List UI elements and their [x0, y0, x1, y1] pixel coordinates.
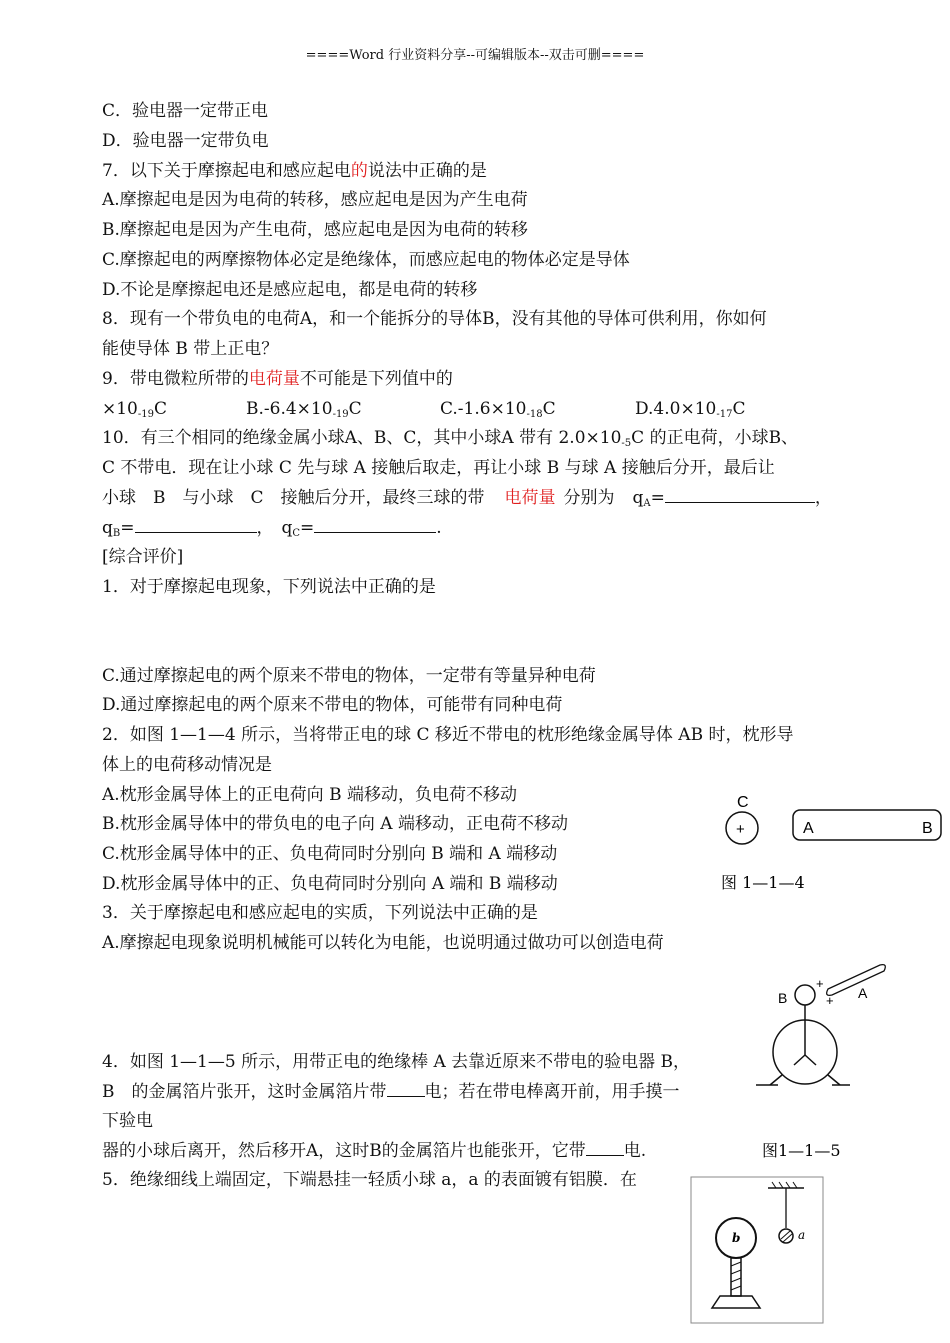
- qb-answer-blank[interactable]: [135, 518, 257, 533]
- question-7: [102, 161, 487, 181]
- q9-option-c: C.-1.6×10-18C: [440, 399, 556, 420]
- q9-text-b: 不可能是下列值中的: [299, 369, 453, 389]
- q4-answer-blank-2[interactable]: [586, 1141, 624, 1156]
- electroscope-leg-left: [770, 1075, 782, 1085]
- qc-label: qC=: [281, 518, 315, 539]
- foil-right: [805, 1055, 816, 1065]
- pillow-conductor-ab: [793, 810, 941, 840]
- electroscope-ball: [795, 985, 815, 1005]
- comprehensive-q4-line-2: B 的金属箔片张开，这时金属箔片带 电；若在带电棒离开前，用手摸一: [102, 1082, 680, 1102]
- qb-label: qB=: [102, 518, 135, 539]
- question-9: [102, 369, 453, 389]
- question-10-line-3: 小球 B 与小球 C 接触后分开，最终三球的带 电荷量 分别为 qA= ，: [102, 488, 832, 509]
- qa-label: qA=: [632, 488, 665, 509]
- figure-1-1-4: [715, 790, 950, 895]
- figure-q5: [690, 1176, 826, 1326]
- q10-highlight: 电荷量: [504, 488, 556, 508]
- fig4-a-label: A: [803, 820, 814, 837]
- c2-option-c: C.枕形金属导体中的正、负电荷同时分别向 B 端和 A 端移动: [102, 844, 558, 864]
- electroscope-leg-right: [828, 1075, 840, 1085]
- c1-option-d: D.通过摩擦起电的两个原来不带电的物体，可能带有同种电荷: [102, 695, 563, 715]
- q7-highlight: 的: [350, 161, 368, 181]
- ceiling-hatch-1: [772, 1182, 776, 1188]
- comprehensive-q1: 1．对于摩擦起电现象，下列说法中正确的是: [102, 577, 436, 597]
- q9-highlight: 电荷量: [248, 369, 300, 389]
- comprehensive-q4-line-3: 下验电: [102, 1111, 153, 1131]
- comprehensive-q2-line-1: 2．如图 1—1—4 所示，当将带正电的球 C 移近不带电的枕形绝缘金属导体 AB 时，枕形导: [102, 725, 794, 745]
- q7-option-b: B.摩擦起电是因为产生电荷，感应起电是因为电荷的转移: [102, 220, 528, 240]
- stand-hatch-1: [731, 1262, 741, 1266]
- insulating-rod-a: [827, 965, 886, 996]
- question-8-line-2: 能使导体 B 带上正电？: [102, 339, 279, 359]
- q9-option-b: B.-6.4×10-19C: [246, 399, 362, 420]
- c2-option-b: B.枕形金属导体中的带负电的电子向 A 端移动，正电荷不移动: [102, 814, 568, 834]
- stand-hatch-4: [731, 1286, 741, 1290]
- fig5-b-label: B: [778, 990, 788, 1006]
- fig4-plus-sign: +: [736, 821, 745, 838]
- option-d-line: D．验电器一定带负电: [102, 131, 269, 151]
- question-10-line-1: 10．有三个相同的绝缘金属小球A、B、C，其中小球A 带有 2.0×10-5C 的正电荷，小球B、: [102, 428, 799, 449]
- fig6-a-label: a: [798, 1228, 806, 1242]
- page-header: ====Word 行业资料分享--可编辑版本--双击可删====: [305, 48, 645, 63]
- ceiling-hatch-3: [786, 1182, 790, 1188]
- q4-answer-blank-1[interactable]: [387, 1082, 425, 1097]
- qc-answer-blank[interactable]: [314, 518, 436, 533]
- stand-hatch-3: [731, 1278, 741, 1282]
- comprehensive-q4-line-1: 4．如图 1—1—5 所示，用带正电的绝缘棒 A 去靠近原来不带电的验电器 B，: [102, 1052, 691, 1072]
- fig4-caption: 图 1—1—4: [721, 873, 805, 892]
- question-10-line-4: qB= ， qC= .: [102, 518, 442, 539]
- q9-option-d: D.4.0×10-17C: [635, 399, 746, 420]
- qa-answer-blank[interactable]: [665, 488, 815, 503]
- q7-text-b: 说法中正确的是: [367, 161, 487, 181]
- stand-base: [712, 1296, 760, 1308]
- comprehensive-q2-line-2: 体上的电荷移动情况是: [102, 755, 272, 775]
- question-10-line-2: C 不带电．现在让小球 C 先与球 A 接触后取走，再让小球 B 与球 A 接触后分开，最后让: [102, 458, 775, 478]
- fig6-b-label: b: [732, 1231, 741, 1245]
- fig5-caption: 图1—1—5: [762, 1141, 841, 1160]
- c2-option-d: D.枕形金属导体中的正、负电荷同时分别向 A 端和 B 端移动: [102, 874, 558, 894]
- comprehensive-q4-line-4: 器的小球后离开，然后移开A，这时B的金属箔片也能张开，它带 电.: [102, 1141, 647, 1161]
- ceiling-hatch-4: [793, 1182, 797, 1188]
- ceiling-hatch-2: [779, 1182, 783, 1188]
- ball-a-hatch-1: [781, 1231, 790, 1239]
- fig6-frame: [691, 1177, 823, 1323]
- c2-option-a: A.枕形金属导体上的正电荷向 B 端移动，负电荷不移动: [102, 785, 517, 805]
- comprehensive-q5: 5．绝缘细线上端固定，下端悬挂一轻质小球 a，a 的表面镀有铝膜．在: [102, 1170, 637, 1190]
- q7-option-d: D.不论是摩擦起电还是感应起电，都是电荷的转移: [102, 280, 478, 300]
- fig4-b-label: B: [922, 820, 933, 837]
- option-c-line: C．验电器一定带正电: [102, 101, 269, 121]
- fig5-a-label: A: [858, 985, 868, 1001]
- figure-1-1-5: [750, 955, 950, 1165]
- q9-option-a: ×10-19C: [102, 399, 168, 420]
- q7-text-a: 7．以下关于摩擦起电和感应起电: [102, 161, 351, 181]
- q9-text-a: 9．带电微粒所带的: [102, 369, 249, 389]
- question-8-line-1: 8．现有一个带负电的电荷A，和一个能拆分的导体B，没有其他的导体可供利用，你如何: [102, 309, 767, 329]
- foil-left: [794, 1055, 805, 1065]
- c3-option-a: A.摩擦起电现象说明机械能可以转化为电能，也说明通过做功可以创造电荷: [102, 933, 664, 953]
- fig5-plus-1: +: [816, 976, 824, 991]
- stand-hatch-2: [731, 1270, 741, 1274]
- fig5-plus-2: +: [826, 993, 834, 1008]
- fig4-c-label: C: [737, 794, 749, 811]
- section-heading: [综合评价]: [102, 547, 184, 567]
- suspended-ball-a: [779, 1229, 793, 1243]
- q7-option-c: C.摩擦起电的两摩擦物体必定是绝缘体，而感应起电的物体必定是导体: [102, 250, 630, 270]
- q7-option-a: A.摩擦起电是因为电荷的转移，感应起电是因为产生电荷: [102, 190, 528, 210]
- c1-option-c: C.通过摩擦起电的两个原来不带电的物体，一定带有等量异种电荷: [102, 666, 596, 686]
- comprehensive-q3: 3．关于摩擦起电和感应起电的实质，下列说法中正确的是: [102, 903, 538, 923]
